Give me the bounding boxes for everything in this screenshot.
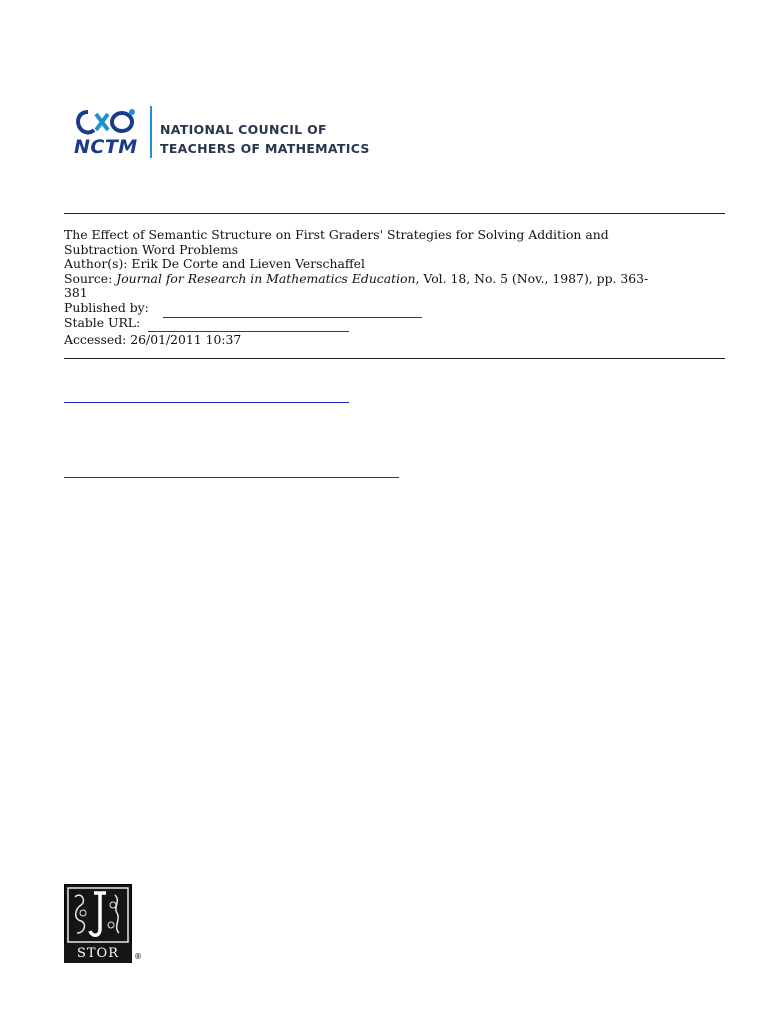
source-details-cont: 381 xyxy=(64,285,88,301)
publisher-link[interactable] xyxy=(163,317,422,318)
jstor-emblem-icon xyxy=(64,884,132,946)
logo-divider xyxy=(150,106,152,158)
logo-name-line-1: NATIONAL COUNCIL OF xyxy=(160,122,327,137)
source-label: Source: xyxy=(64,270,117,286)
nctm-logo xyxy=(72,104,370,164)
jstor-logo xyxy=(64,884,144,964)
bottom-divider xyxy=(64,358,725,359)
citation-block xyxy=(64,228,724,348)
accessed-date: Accessed: 26/01/2011 10:37 xyxy=(64,332,242,348)
stable-url-label: Stable URL: xyxy=(64,314,141,330)
nctm-emblem-icon xyxy=(74,108,138,136)
source-details: , Vol. 18, No. 5 (Nov., 1987), pp. 363- xyxy=(415,270,649,286)
article-title-line-1: The Effect of Semantic Structure on First Graders' Strategies for Solving Addition and xyxy=(64,227,609,242)
logo-acronym: NCTM xyxy=(74,136,138,158)
source xyxy=(64,272,724,287)
journal-name: Journal for Research in Mathematics Education xyxy=(116,270,416,286)
registered-mark: ® xyxy=(134,952,142,961)
logo-name-line-2: TEACHERS OF MATHEMATICS xyxy=(160,141,370,156)
logo-publisher-name xyxy=(160,120,370,158)
contact-link[interactable] xyxy=(64,477,399,478)
terms-link[interactable] xyxy=(64,402,349,403)
stable-url-link[interactable] xyxy=(148,331,349,332)
published-by-label: Published by: xyxy=(64,299,149,315)
jstor-wordmark: STOR xyxy=(64,945,132,963)
top-divider xyxy=(64,213,725,214)
authors: Author(s): Erik De Corte and Lieven Verschaffel xyxy=(64,256,365,272)
article-title-line-2: Subtraction Word Problems xyxy=(64,241,239,257)
